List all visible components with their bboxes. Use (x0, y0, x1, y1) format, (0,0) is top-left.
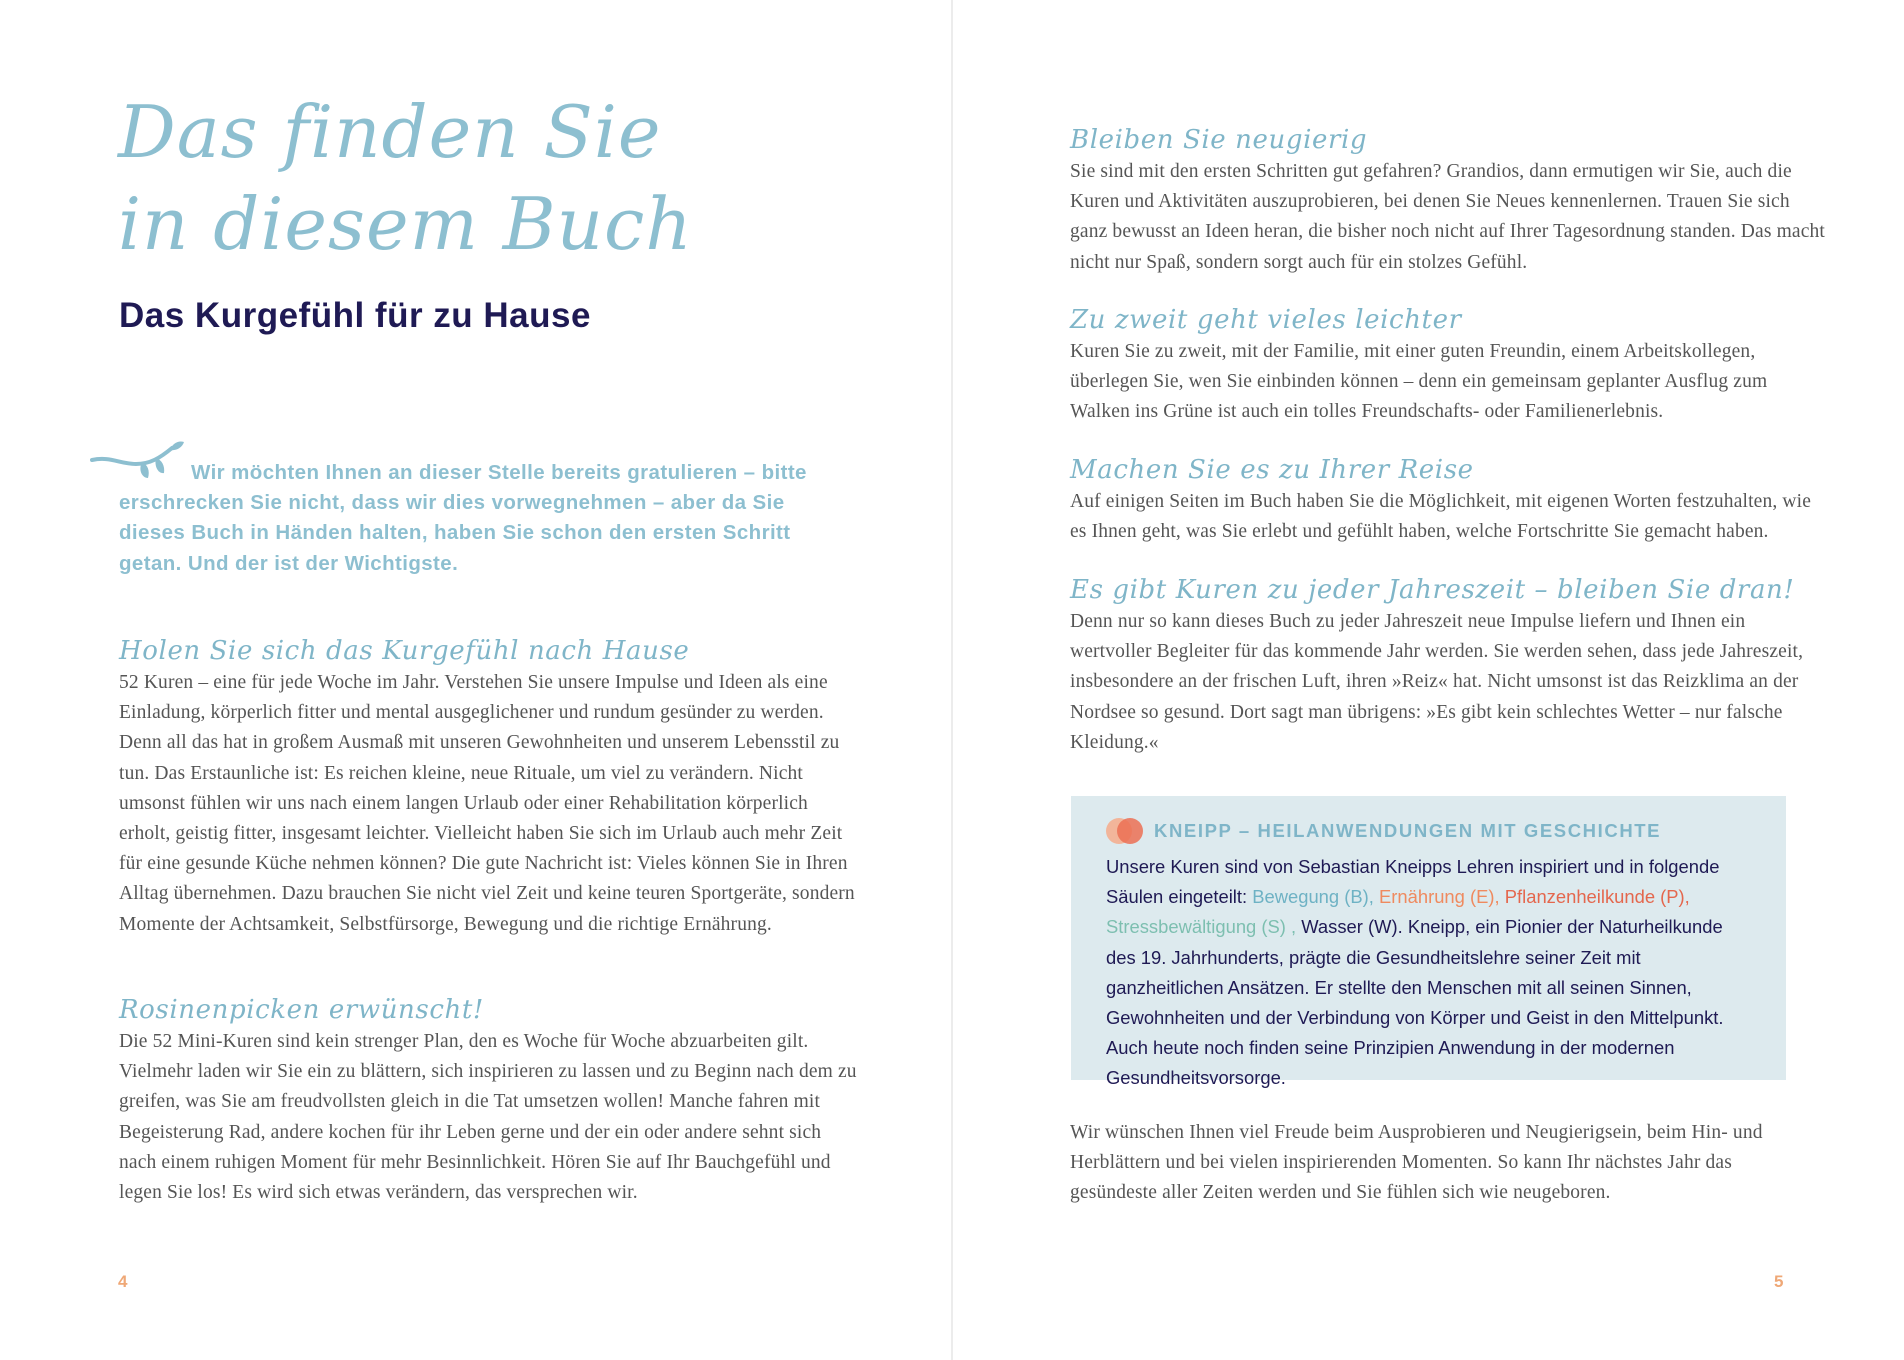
info-box-header (1106, 816, 1752, 846)
page-number-left: 4 (118, 1272, 128, 1291)
info-box-text-start: Unsere Kuren sind von Sebastian Kneipps Lehren inspiriert und in folgende Säulen eingeteilt: (1106, 856, 1720, 908)
page-title (118, 86, 693, 270)
left-page (0, 0, 951, 1360)
section-zu-zweit (1070, 303, 1830, 428)
section-reise (1070, 453, 1830, 547)
circle-shape (1117, 818, 1143, 844)
info-box-title: KNEIPP – HEILANWENDUNGEN MIT GESCHICHTE (1154, 820, 1662, 841)
section-kurgefuehl (119, 634, 859, 940)
section-heading: Holen Sie sich das Kurgefühl nach Hause (119, 636, 690, 666)
section-text: Die 52 Mini-Kuren sind kein strenger Plan, den es Woche für Woche abzuarbeiten gilt. Vielmehr laden wir Sie ein zu blättern, sich inspirieren zu lassen und zu Beginn nach dem zu greifen, was Sie am freudvollsten gleich in die Tat umsetzen wollen! Manche fahren mit Begeisterung Rad, andere kochen für ihr Leben gerne und der ein oder andere sehnt sich nach einem ruhigen Moment für mehr Besinnlichkeit. Hören Sie auf Ihr Bauchgefühl und legen Sie los! Es wird sich etwas verändern, das versprechen wir. (119, 1031, 857, 1204)
page-subtitle: Das Kurgefühl für zu Hause (119, 296, 591, 335)
info-box-text (1106, 852, 1752, 1094)
overlapping-circles-icon (1106, 818, 1146, 844)
section-text: Kuren Sie zu zweit, mit der Familie, mit einer guten Freundin, einem Arbeitskollegen, überlegen Sie, wen Sie einbinden können – denn ein gemeinsam geplanter Ausflug zum Walken ins Grüne ist auch ein tolles Freundschafts- oder Familienerlebnis. (1070, 341, 1768, 423)
info-box-text-end: Wasser (W). Kneipp, ein Pionier der Naturheilkunde des 19. Jahrhunderts, prägte die Gesundheitslehre seiner Zeit mit ganzheitlichen Ansätzen. Er stellte den Menschen mit all seinen Sinnen, Gewohnheiten und der Verbindung von Körper und Geist in den Mittelpunkt. Auch heute noch finden seine Prinzipien Anwendung in der modernen Gesundheitsvorsorge. (1106, 916, 1724, 1089)
section-text: Sie sind mit den ersten Schritten gut gefahren? Grandios, dann ermutigen wir Sie, auch die Kuren und Aktivitäten auszuprobieren, bei denen Sie Neues kennenlernen. Trauen Sie sich ganz bewusst an Ideen heran, die bisher noch nicht auf Ihrer Tagesordnung standen. Das macht nicht nur Spaß, sondern sorgt auch für ein stolzes Gefühl. (1070, 161, 1825, 273)
section-heading: Rosinenpicken erwünscht! (119, 995, 484, 1025)
section-heading: Bleiben Sie neugierig (1070, 125, 1368, 155)
title-line-1: Das finden Sie (118, 90, 662, 174)
pillar-ernaehrung: Ernährung (E), (1379, 886, 1500, 908)
intro-paragraph: Wir möchten Ihnen an dieser Stelle bereits gratulieren – bitte erschrecken Sie nicht, dass wir dies vorwegnehmen – aber da Sie dieses Buch in Händen halten, haben Sie schon den ersten Schritt getan. Und der ist der Wichtigste. (119, 461, 807, 575)
section-heading: Zu zweit geht vieles leichter (1070, 305, 1462, 335)
page-number-right: 5 (1774, 1272, 1784, 1291)
section-text: 52 Kuren – eine für jede Woche im Jahr. Verstehen Sie unsere Impulse und Ideen als eine Einladung, körperlich fitter und mental ausgeglichener und rundum gesünder zu werden. Denn all das hat in großem Ausmaß mit unseren Gewohnheiten und unserem Lebensstil zu tun. Das Erstaunliche ist: Es reichen kleine, neue Rituale, um viel zu verändern. Nicht umsonst fühlen wir uns nach einem langen Urlaub oder einer Rehabilitation körperlich erholt, geistig fitter, insgesamt leichter. Vielleicht haben Sie sich im Urlaub auch mehr Zeit für eine gesunde Küche nehmen können? Die gute Nachricht ist: Vieles können Sie in Ihren Alltag übernehmen. Dazu brauchen Sie nicht viel Zeit und keine teuren Sportgeräte, sondern Momente der Achtsamkeit, Selbstfürsorge, Bewegung und die richtige Ernährung. (119, 672, 855, 935)
section-jahreszeit (1070, 573, 1830, 758)
pillar-bewegung: Bewegung (B), (1252, 886, 1374, 908)
intro-text (119, 458, 839, 579)
section-heading: Es gibt Kuren zu jeder Jahreszeit – bleiben Sie dran! (1070, 575, 1795, 605)
closing-text: Wir wünschen Ihnen viel Freude beim Ausprobieren und Neugierigsein, beim Hin- und Herblättern und bei vielen inspirierenden Momenten. So kann Ihr nächstes Jahr das gesündeste aller Zeiten werden und Sie fühlen sich wie neugeboren. (1070, 1122, 1763, 1204)
section-text: Auf einigen Seiten im Buch haben Sie die Möglichkeit, mit eigenen Worten festzuhalten, wie es Ihnen geht, was Sie erlebt und gefühlt haben, welche Fortschritte Sie gemacht haben. (1070, 491, 1812, 543)
title-line-2: in diesem Buch (118, 182, 693, 266)
section-rosinenpicken (119, 993, 859, 1208)
pillar-pflanzenheilkunde: Pflanzenheilkunde (P), (1504, 886, 1690, 908)
section-heading: Machen Sie es zu Ihrer Reise (1070, 455, 1474, 485)
section-neugierig (1070, 123, 1830, 278)
section-text: Denn nur so kann dieses Buch zu jeder Jahreszeit neue Impulse liefern und Ihnen ein wertvoller Begleiter für das kommende Jahr werden. Sie werden sehen, dass jede Jahreszeit, insbesondere an der frischen Luft, ihren »Reiz« hat. Nicht umsonst ist das Reizklima an der Nordsee so gesund. Dort sagt man übrigens: »Es gibt kein schlechtes Wetter – nur falsche Kleidung.« (1070, 611, 1804, 753)
kneipp-info-box (1071, 796, 1786, 1089)
pillar-stressbewaeltigung: Stressbewältigung (S) , (1106, 916, 1297, 938)
